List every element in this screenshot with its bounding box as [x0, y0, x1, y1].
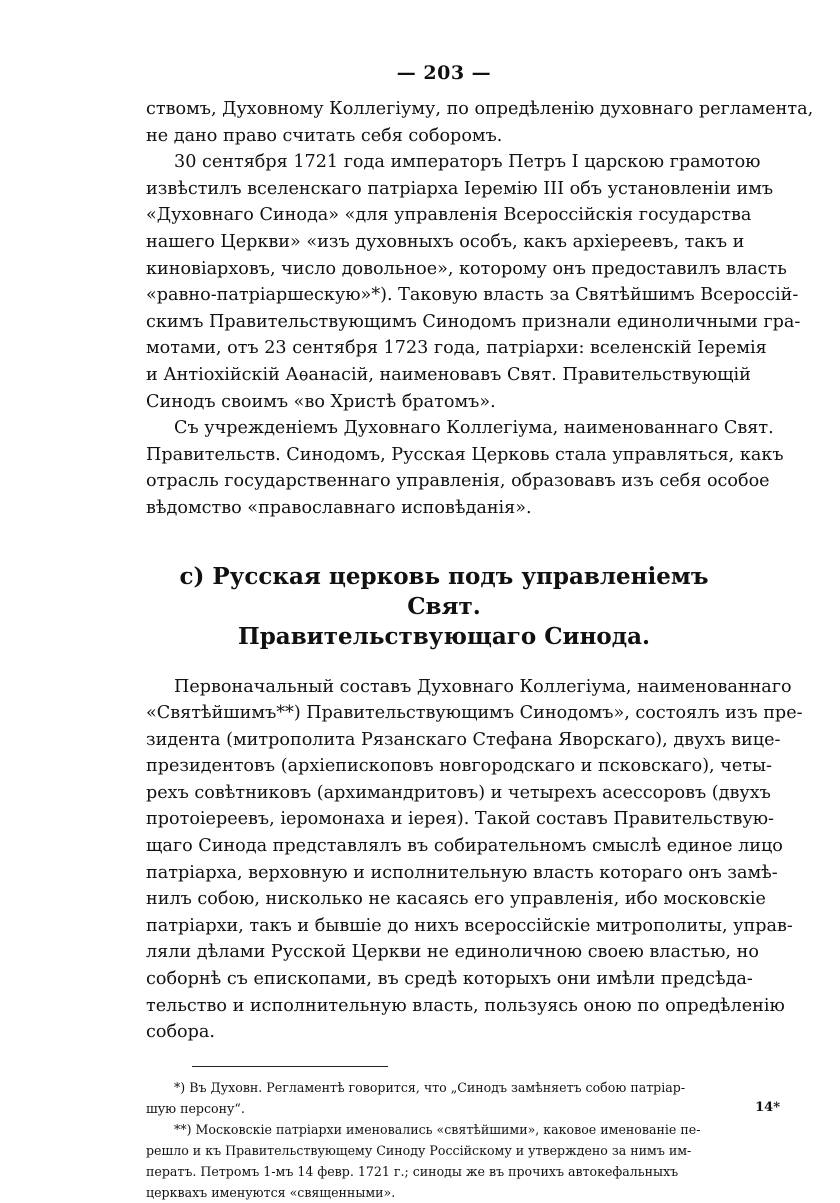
text-line: патріархи, такъ и бывшіе до нихъ всероссійскіе митрополиты, управ-: [146, 915, 793, 936]
text-line: и Антіохійскій Аѳанасій, наименовавъ Свят. Правительствующій: [146, 364, 751, 385]
footnote-1: [146, 1077, 742, 1119]
text-line: соборнѣ съ епископами, въ средѣ которыхъ они имѣли предсѣда-: [146, 969, 753, 990]
text-line: патріарха, верховную и исполнительную власть котораго онъ замѣ-: [146, 862, 778, 883]
text-line: нашего Церкви» «изъ духовныхъ особъ, какъ архіереевъ, такъ и: [146, 231, 745, 252]
page-number: — 203 —: [396, 62, 492, 84]
text-line: «Святѣйшимъ**) Правительствующимъ Синодомъ», состоялъ изъ пре-: [146, 703, 803, 724]
section-heading: [146, 562, 742, 652]
footnote-divider: [192, 1066, 388, 1067]
text-line: мотами, отъ 23 сентября 1723 года, патріархи: вселенскій Іеремія: [146, 338, 767, 359]
text-line: скимъ Правительствующимъ Синодомъ признали единоличными гра-: [146, 311, 801, 332]
text-line: 30 сентября 1721 года императоръ Петръ I царскою грамотою: [174, 152, 761, 173]
text-line: зидента (митрополита Рязанскаго Стефана Яворскаго), двухъ вице-: [146, 729, 781, 750]
footnote-line: шую персону“.: [146, 1100, 245, 1116]
paragraph-2: [146, 149, 801, 415]
text-line: «Духовнаго Синода» «для управленія Всероссійскія государства: [146, 205, 752, 226]
text-line: президентовъ (архіепископовъ новгородскаго и псковскаго), четы-: [146, 756, 772, 777]
footnote-2: [146, 1119, 742, 1203]
text-line: Первоначальный составъ Духовнаго Коллегіума, наименованнаго: [174, 676, 792, 697]
text-line: щаго Синода представлялъ въ собирательномъ смыслѣ единое лицо: [146, 836, 783, 857]
text-line: Синодъ своимъ «во Христѣ братомъ».: [146, 391, 496, 412]
text-line: ствомъ, Духовному Коллегіуму, по опредѣленію духовнаго регламента,: [146, 99, 814, 119]
text-line: «равно-патріаршескую»*). Таковую власть за Святѣйшимъ Всероссій-: [146, 285, 799, 306]
footnote-line: решло и къ Правительствующему Синоду Россійскому и утверждено за нимъ им-: [146, 1142, 692, 1158]
text-line: нилъ собою, нисколько не касаясь его управленія, ибо московскіе: [146, 889, 766, 910]
text-line: не дано право считать себя соборомъ.: [146, 125, 503, 146]
footnote-line: церквахъ именуются «священными».: [146, 1184, 396, 1200]
text-line: протоіереевъ, іеромонаха и іерея). Такой составъ Правительствую-: [146, 809, 774, 830]
text-line: извѣстилъ вселенскаго патріарха Іеремію III объ установленіи имъ: [146, 178, 774, 199]
footnote-line: **) Московскіе патріархи именовались «святѣйшими», каковое именованіе пе-: [174, 1121, 701, 1137]
heading-line: c) Русская церковь подъ управленіемъ Свят.: [179, 562, 709, 620]
text-line: рехъ совѣтниковъ (архимандритовъ) и четырехъ асессоровъ (двухъ: [146, 782, 771, 803]
footnote-line: *) Въ Духовн. Регламентѣ говорится, что „Синодъ замѣняетъ собою патріар-: [174, 1079, 686, 1095]
text-line: Правительств. Синодомъ, Русская Церковь стала управляться, какъ: [146, 444, 784, 465]
text-line: киновіарховъ, число довольное», которому онъ предоставилъ власть: [146, 258, 787, 279]
text-line: отрасль государственнаго управленія, образовавъ изъ себя особое: [146, 471, 770, 492]
text-line: тельство и исполнительную власть, пользуясь оною по опредѣленію: [146, 995, 785, 1016]
page-content: [146, 62, 814, 1203]
text-line: Съ учрежденіемъ Духовнаго Коллегіума, наименованнаго Свят.: [174, 418, 774, 439]
paragraph-4: [146, 674, 803, 1046]
paragraph-1: [146, 96, 814, 149]
printer-signature-mark: 14*: [755, 1100, 780, 1115]
text-line: собора.: [146, 1022, 215, 1043]
footnotes: [146, 1066, 742, 1203]
heading-line: Правительствующаго Синода.: [237, 622, 650, 650]
text-line: ляли дѣлами Русской Церкви не единоличною своею властью, но: [146, 942, 759, 963]
footnote-line: ператъ. Петромъ 1-мъ 14 февр. 1721 г.; синоды же въ прочихъ автокефальныхъ: [146, 1163, 679, 1179]
paragraph-3: [146, 415, 784, 521]
text-line: вѣдомство «православнаго исповѣданія».: [146, 497, 532, 518]
